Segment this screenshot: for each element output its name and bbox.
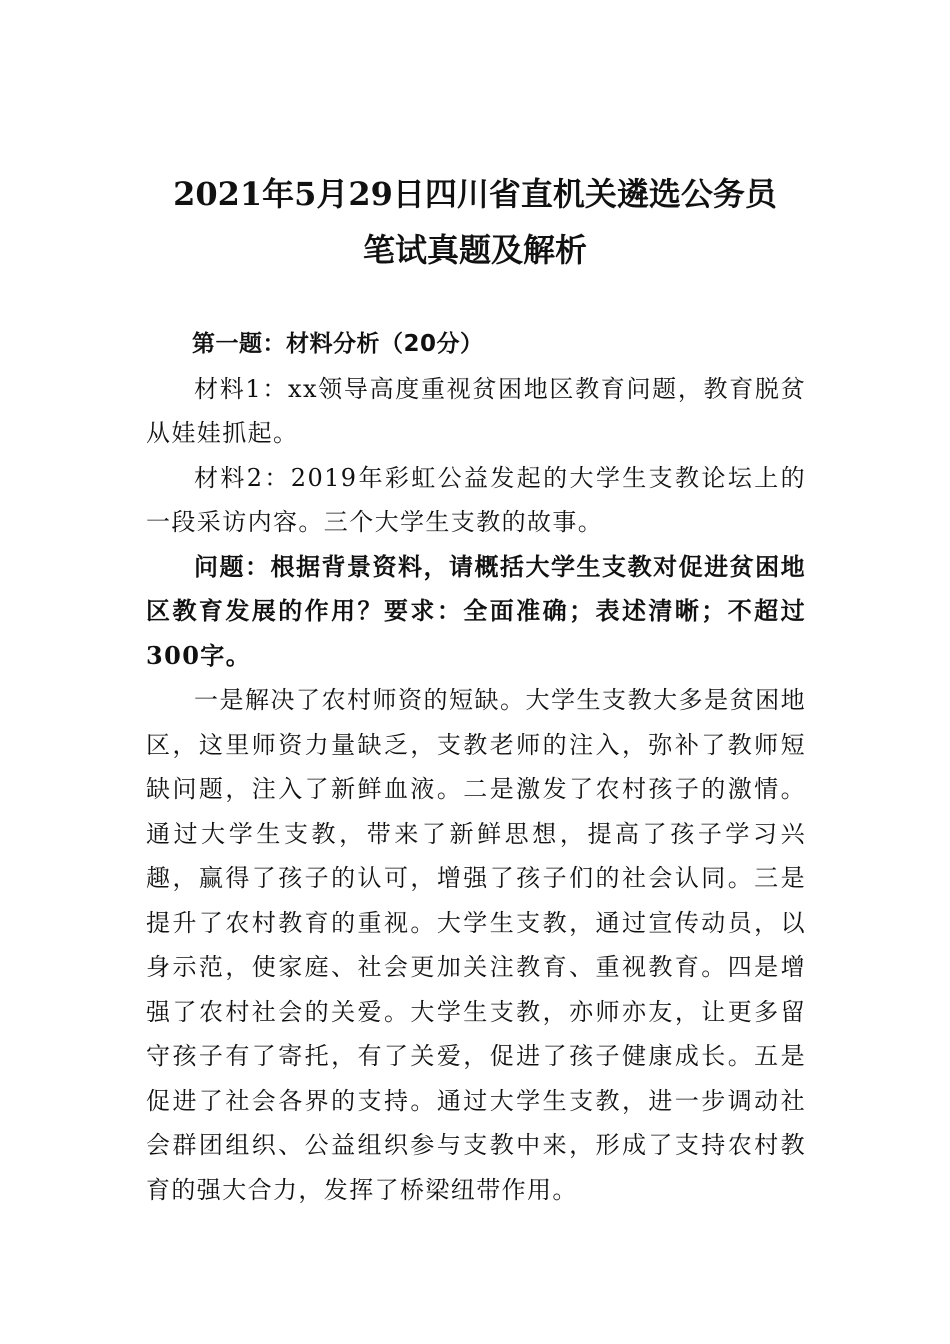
document-title <box>140 166 810 278</box>
title-line-2: 笔试真题及解析 <box>362 231 587 269</box>
section-heading: 第一题：材料分析（20分） <box>192 331 484 357</box>
material-2-paragraph: 材料2：2019年彩虹公益发起的大学生支教论坛上的一段采访内容。三个大学生支教的故事。 <box>146 463 806 536</box>
answer-paragraph: 一是解决了农村师资的短缺。大学生支教大多是贫困地区，这里师资力量缺乏，支教老师的注入，弥补了教师短缺问题，注入了新鲜血液。二是激发了农村孩子的激情。通过大学生支教，带来了新鲜思想，提高了孩子学习兴趣，赢得了孩子的认可，增强了孩子们的社会认同。三是提升了农村教育的重视。大学生支教，通过宣传动员，以身示范，使家庭、社会更加关注教育、重视教育。四是增强了农村社会的关爱。大学生支教，亦师亦友，让更多留守孩子有了寄托，有了关爱，促进了孩子健康成长。五是促进了社会各界的支持。通过大学生支教，进一步调动社会群团组织、公益组织参与支教中来，形成了支持农村教育的强大合力，发挥了桥梁纽带作用。 <box>146 686 806 1204</box>
material-1-paragraph: 材料1：xx领导高度重视贫困地区教育问题，教育脱贫从娃娃抓起。 <box>146 374 806 447</box>
question-paragraph: 问题：根据背景资料，请概括大学生支教对促进贫困地区教育发展的作用？要求：全面准确；表述清晰；不超过300字。 <box>146 551 806 670</box>
title-line-1: 2021年5月29日四川省直机关遴选公务员 <box>173 175 777 213</box>
document-body <box>146 322 806 1212</box>
